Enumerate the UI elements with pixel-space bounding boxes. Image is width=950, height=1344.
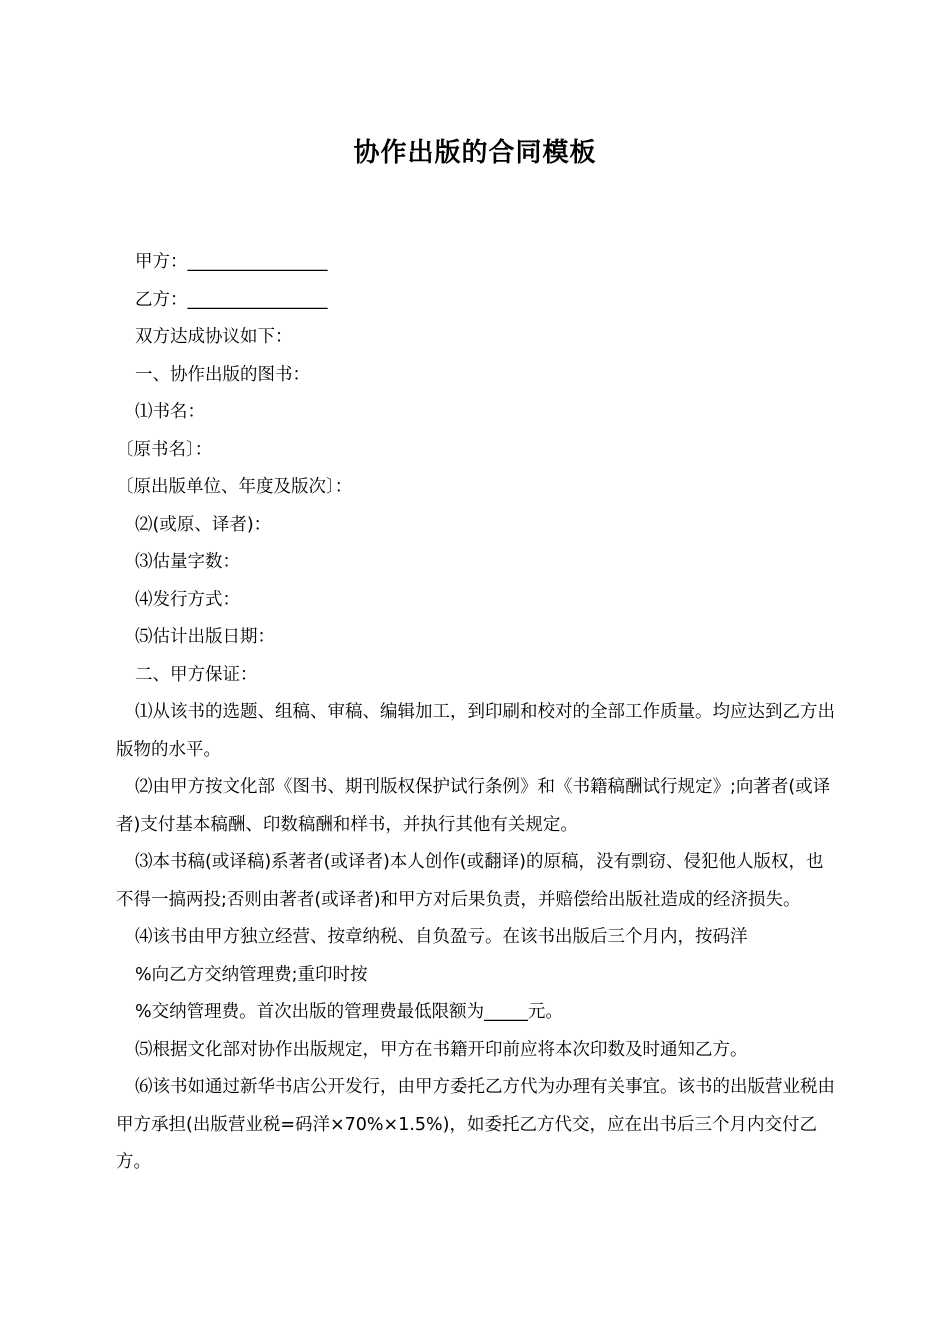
document-title: 协作出版的合同模板 [353, 138, 597, 168]
section-heading-2: 二、甲方保证： [135, 664, 258, 685]
party-a-line: 甲方：________________ [135, 252, 328, 272]
clause-6: ⑹该书如通过新华书店公开发行，由甲方委托乙方代为办理有关事宜。该书的出版营业税由甲方承担(出版营业税=码洋×70%×1.5%)，如委托乙方代交，应在出书后三个月内交付乙方。 [116, 1077, 835, 1172]
item-author: ⑵(或原、译者)： [135, 514, 272, 535]
item-original-name: 〔原书名〕： [116, 439, 213, 460]
item-distribution: ⑷发行方式： [135, 589, 240, 610]
item-word-count: ⑶估量字数： [135, 552, 240, 572]
item-original-publisher: 〔原出版单位、年度及版次〕： [116, 477, 353, 497]
clause-1: ⑴从该书的选题、组稿、审稿、编辑加工，到印刷和校对的全部工作质量。均应达到乙方出版物的水平。 [116, 702, 835, 760]
clause-3: ⑶本书稿(或译稿)系著者(或译者)本人创作(或翻译)的原稿，没有剽窃、侵犯他人版权，也不得一搞两投;否则由著者(或译者)和甲方对后果负责，并赔偿给出版社造成的经济损失。 [116, 852, 824, 910]
item-book-name: ⑴书名： [135, 402, 205, 422]
section-heading-1: 一、协作出版的图书： [135, 364, 310, 385]
clause-4-reprint-fee: %交纳管理费。首次出版的管理费最低限额为_____元。 [135, 1002, 563, 1022]
document-body [116, 244, 838, 1182]
clause-4: ⑷该书由甲方独立经营、按章纳税、自负盈亏。在该书出版后三个月内，按码洋 [135, 927, 748, 947]
item-publish-date: ⑸估计出版日期： [135, 627, 275, 647]
clause-5: ⑸根据文化部对协作出版规定，甲方在书籍开印前应将本次印数及时通知乙方。 [135, 1039, 748, 1060]
clause-4-fee: %向乙方交纳管理费;重印时按 [135, 964, 368, 985]
clause-2: ⑵由甲方按文化部《图书、期刊版权保护试行条例》和《书籍稿酬试行规定》;向著者(或译者)支付基本稿酬、印数稿酬和样书，并执行其他有关规定。 [116, 777, 831, 835]
agreement-intro: 双方达成协议如下： [135, 327, 293, 347]
party-b-line: 乙方：________________ [135, 289, 328, 310]
